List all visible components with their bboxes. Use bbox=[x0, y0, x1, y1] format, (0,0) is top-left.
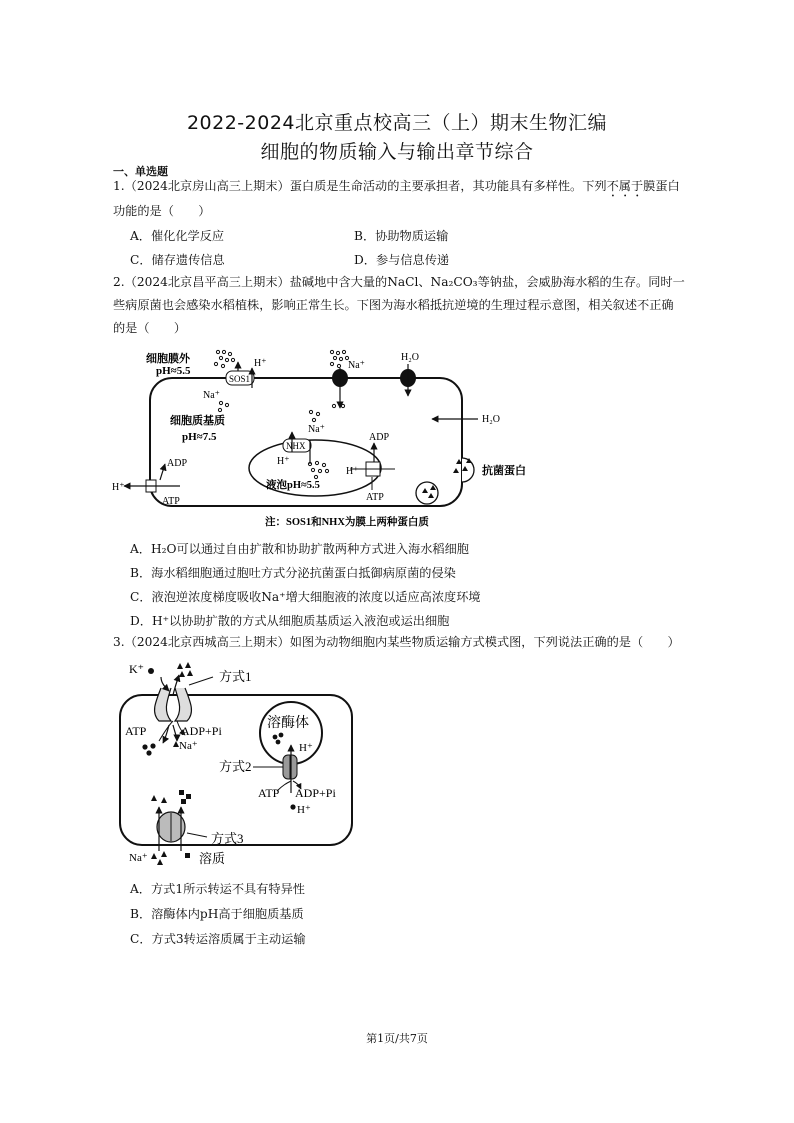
label-h-nhx: H⁺ bbox=[277, 456, 290, 467]
label-matrix-ph: pH≈7.5 bbox=[182, 431, 217, 443]
label-h-vac-pump: H⁺ bbox=[346, 466, 359, 477]
q1-option-d: D．参与信息传递 bbox=[354, 253, 450, 267]
na-channel-dots bbox=[330, 350, 348, 367]
q2-option-c: C．液泡逆浓度梯度吸收Na⁺增大细胞液的浓度以适应高浓度环境 bbox=[130, 590, 481, 604]
q1-stem-part: 膜蛋白 bbox=[643, 179, 680, 193]
q2-option-d: D．H⁺以协助扩散的方式从细胞质基质运入液泡或运出细胞 bbox=[130, 614, 450, 628]
label-adp-mode1: ADP+Pi bbox=[181, 724, 222, 738]
label-matrix: 细胞质基质 bbox=[170, 415, 225, 427]
q2-line: 的是（ ） bbox=[113, 321, 187, 335]
vacuole-dots bbox=[308, 461, 328, 478]
rice-cell-diagram bbox=[110, 340, 526, 535]
label-na-sos1: Na⁺ bbox=[203, 390, 220, 401]
question-1-stem bbox=[113, 175, 685, 223]
label-outside: 细胞膜外 bbox=[146, 353, 190, 365]
mode1-triangles bbox=[177, 662, 193, 677]
mode3-inner-solutes bbox=[151, 790, 191, 804]
label-h-sos1: H⁺ bbox=[254, 358, 267, 369]
label-antibacterial: 抗菌蛋白 bbox=[482, 465, 526, 477]
label-adp-membrane: ADP bbox=[167, 458, 188, 469]
label-h-mode2: H⁺ bbox=[297, 804, 311, 816]
q2-option-b: B．海水稻细胞通过胞吐方式分泌抗菌蛋白抵御病原菌的侵染 bbox=[130, 566, 456, 580]
mode3-outer-na bbox=[151, 851, 167, 865]
mode1-k-dots bbox=[142, 743, 155, 755]
label-nhx: NHX bbox=[286, 441, 306, 451]
label-sos1: SOS1 bbox=[229, 374, 251, 384]
label-atp-membrane: ATP bbox=[162, 496, 180, 507]
label-h-lysosome: H⁺ bbox=[299, 742, 313, 754]
document-subtitle: 细胞的物质输入与输出章节综合 bbox=[260, 141, 534, 163]
question-2-stem bbox=[113, 271, 685, 340]
q1-stem-part: 1.（2024北京房山高三上期末）蛋白质是生命活动的主要承担者，其功能具有多样性。下列 bbox=[113, 179, 607, 193]
label-solute: 溶质 bbox=[199, 851, 226, 866]
q3-option-a: A．方式1所示转运不具有特异性 bbox=[130, 882, 305, 896]
q2-option-a: A．H₂O可以通过自由扩散和协助扩散两种方式进入海水稻细胞 bbox=[130, 542, 469, 556]
q1-stem-line2: 功能的是（ ） bbox=[113, 204, 211, 218]
q1-option-b: B．协助物质运输 bbox=[354, 229, 449, 243]
q2-line: 2.（2024北京昌平高三上期末）盐碱地中含大量的NaCl、Na₂CO₃等钠盐，会威胁海水稻的生存。同时一 bbox=[113, 275, 685, 289]
figure-note: 注：SOS1和NHX为膜上两种蛋白质 bbox=[265, 517, 429, 528]
sos1-inner-dots bbox=[218, 401, 228, 411]
label-atp-mode2: ATP bbox=[258, 786, 280, 800]
label-na-mode3: Na⁺ bbox=[129, 852, 148, 864]
label-atp-mode1: ATP bbox=[125, 724, 147, 738]
label-lysosome: 溶酶体 bbox=[267, 716, 309, 731]
label-h2o-side: H₂O bbox=[482, 414, 500, 425]
label-na-mode1: Na⁺ bbox=[179, 740, 198, 752]
label-mode1: 方式1 bbox=[219, 669, 252, 684]
label-mode2: 方式2 bbox=[219, 759, 252, 774]
document-title: 2022-2024北京重点校高三（上）期末生物汇编 bbox=[186, 112, 608, 134]
lysosome-h-dots bbox=[273, 733, 284, 745]
label-adp-vac: ADP bbox=[369, 432, 390, 443]
q1-option-a: A．催化化学反应 bbox=[130, 229, 225, 243]
na-inner-dots bbox=[332, 404, 344, 407]
q1-emphasis: 不属于 bbox=[606, 179, 644, 193]
question-3-stem: 3.（2024北京西城高三上期末）如图为动物细胞内某些物质运输方式模式图，下列说法正确的是（ ） bbox=[113, 635, 680, 649]
q3-option-c: C．方式3转运溶质属于主动运输 bbox=[130, 932, 306, 946]
q2-line: 些病原菌也会感染水稻植株，影响正常生长。下图为海水稻抵抗逆境的生理过程示意图，相关叙述不正确 bbox=[113, 298, 674, 312]
label-outside-ph: pH≈5.5 bbox=[156, 365, 191, 377]
label-h2o-top: H₂O bbox=[401, 352, 419, 363]
page-footer: 第1页/共7页 bbox=[366, 1032, 428, 1045]
label-na-channel: Na⁺ bbox=[348, 360, 365, 371]
section-heading: 一、单选题 bbox=[113, 165, 168, 178]
label-adp-mode2: ADP+Pi bbox=[295, 786, 336, 800]
label-h-membrane: H⁺ bbox=[112, 482, 125, 493]
animal-cell-transport-diagram bbox=[115, 655, 365, 870]
label-vacuole: 液泡pH≈5.5 bbox=[266, 480, 320, 491]
label-atp-vac: ATP bbox=[366, 492, 384, 503]
q1-option-c: C．储存遗传信息 bbox=[130, 253, 225, 267]
label-k: K⁺ bbox=[129, 662, 144, 676]
label-na-nhx: Na⁺ bbox=[308, 424, 325, 435]
nhx-dots bbox=[309, 410, 319, 421]
sos1-dots bbox=[214, 350, 234, 367]
q3-option-b: B．溶酶体内pH高于细胞质基质 bbox=[130, 907, 304, 921]
label-mode3: 方式3 bbox=[211, 831, 244, 846]
